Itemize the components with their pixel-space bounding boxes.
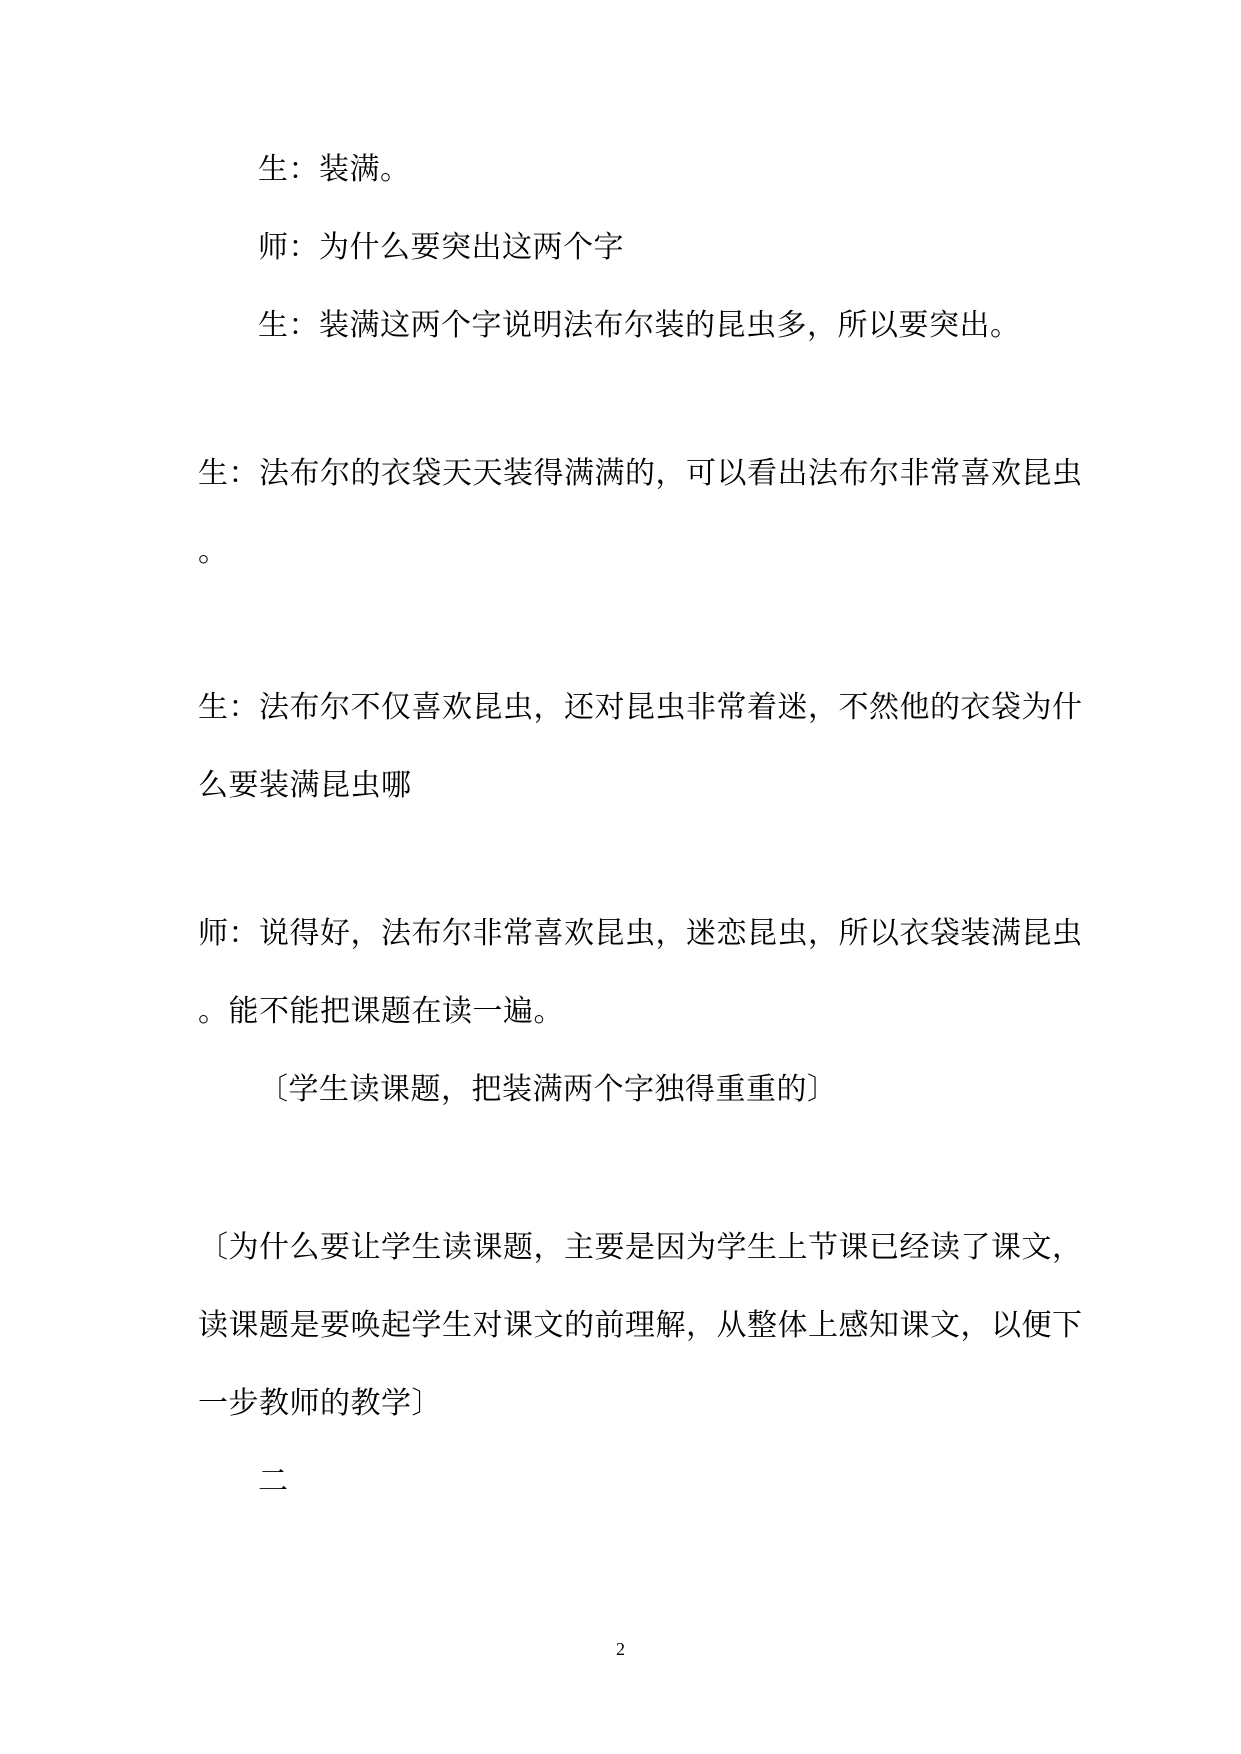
dialogue-line: 师：为什么要突出这两个字: [258, 230, 624, 265]
dialogue-line: 生：装满这两个字说明法布尔装的昆虫多，所以要突出。: [258, 308, 1021, 343]
stage-note: 〔学生读课题，把装满两个字独得重重的〕: [258, 1072, 838, 1107]
dialogue-line: 生：装满。: [258, 152, 411, 187]
dialogue-line-continuation: 。: [198, 534, 229, 569]
dialogue-line: 生：法布尔不仅喜欢昆虫，还对昆虫非常着迷，不然他的衣袋为什: [198, 690, 1083, 725]
commentary-line: 读课题是要唤起学生对课文的前理解，从整体上感知课文，以便下: [198, 1308, 1083, 1343]
commentary-line: 〔为什么要让学生读课题，主要是因为学生上节课已经读了课文，: [198, 1230, 1083, 1265]
dialogue-line-continuation: 么要装满昆虫哪: [198, 768, 412, 803]
dialogue-line: 生：法布尔的衣袋天天装得满满的，可以看出法布尔非常喜欢昆虫: [198, 456, 1083, 491]
section-number: 二: [258, 1464, 289, 1499]
commentary-line: 一步教师的教学〕: [198, 1386, 442, 1421]
page-number: 2: [616, 1639, 625, 1659]
dialogue-line-continuation: 。能不能把课题在读一遍。: [198, 994, 564, 1029]
dialogue-line: 师：说得好，法布尔非常喜欢昆虫，迷恋昆虫，所以衣袋装满昆虫: [198, 916, 1083, 951]
